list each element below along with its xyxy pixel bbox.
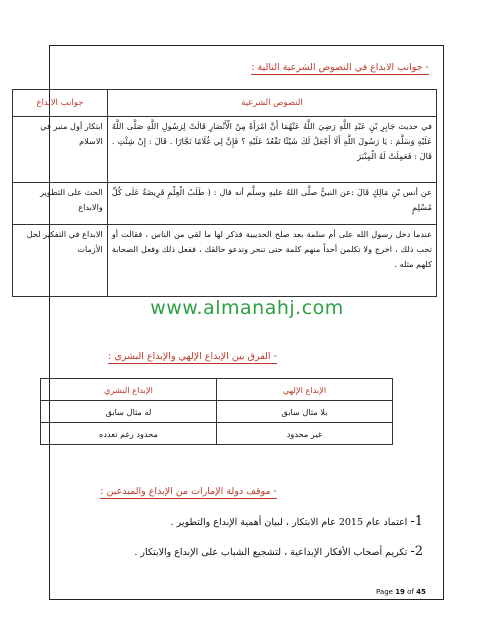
item-number: 1- [410,514,423,529]
table-row [13,117,437,183]
aspect-cell: الابداع في التفكير لحل الأزمات [13,225,108,297]
list-item [171,514,423,529]
aspect-cell: ابتكار أول منبر في الاسلام [13,117,108,183]
header-human-creativity: الإبداع البشري [41,379,217,401]
section1-heading: - جوانب الابداع في النصوص الشرعية التالية : [251,62,429,73]
item-number: 2- [410,544,423,559]
table-row [13,225,437,297]
sharia-text-cell: في حديث جَابِرِ بْنِ عَبْدِ اللَّهِ رَضِيَ اللَّهُ عَنْهُمَا أَنَّ امْرَأَةً مِنْ الْأَنْصَارِ قَالَتْ لِرَسُولِ اللَّهِ صَلَّى اللَّهُ عَلَيْهِ وَسَلَّمَ : يَا رَسُولَ اللَّهِ أَلَا أَجْعَلُ لَكَ شَيْئًا تَقْعُدُ عَلَيْهِ ؟ فَإِنَّ لِي غُلَامًا نَجَّارًا . قَالَ : إِنْ شِئْتِ . قَالَ : فَعَمِلَتْ لَهُ الْمِنْبَرَ [107,117,436,183]
human-cell: له مثال سابق [41,401,217,423]
list-item [134,544,423,559]
divine-cell: غير محدود [217,423,393,445]
table-row [41,401,393,423]
table-row [41,423,393,445]
sharia-text-cell: عن أنس بْنِ مَالِكٍ قَالَ :عن النبيُّ صلَّى اللهُ عليهِ وسلَّم أنه قال : ( طَلَبُ الْعِلْمِ فَرِيضَةٌ عَلَى كُلِّ مُسْلِمٍ [107,183,436,225]
sharia-texts-table [12,89,437,297]
header-creativity-aspects: جوانب الابداع [13,90,108,117]
page-border [26,45,444,600]
header-sharia-texts: النصوص الشرعية [107,90,436,117]
aspect-cell: الحث على التطوير والابداع [13,183,108,225]
human-cell: محدود رغم تعدده [41,423,217,445]
sharia-text-cell: عندما دخل رسول الله على أم سلمة بعد صلح الحديبية فذكر لها ما لقي من الناس ، فقالت أو تحب ذلك ، اخرج ولا تكلمن أحداً منهم كلمة حتى تنحر وتدعو حالقك ، ففعل ذلك وفعل الصحابة كلهم مثله . [107,225,436,297]
page-number: Page 19 of 45 [376,588,426,596]
item-text: اعتماد عام 2015 عام الابتكار ، لبيان أهمية الإبداع والتطوير . [170,517,408,528]
divine-cell: بلا مثال سابق [217,401,393,423]
section2-heading: - الفرق بين الإبداع الإلهي والإبداع البشري : [108,351,277,362]
section3-heading: - موقف دولة الإمارات من الإبداع والمبدعين : [100,486,277,497]
item-text: تكريم أصحاب الأفكار الإبداعية ، لتشجيع الشباب على الإبداع والابتكار . [134,547,408,558]
table-header-row [13,90,437,117]
creativity-comparison-table [40,378,393,445]
header-divine-creativity: الإبداع الإلهي [217,379,393,401]
table-row [13,183,437,225]
watermark: www.almanahj.com [150,297,344,319]
table-header-row [41,379,393,401]
